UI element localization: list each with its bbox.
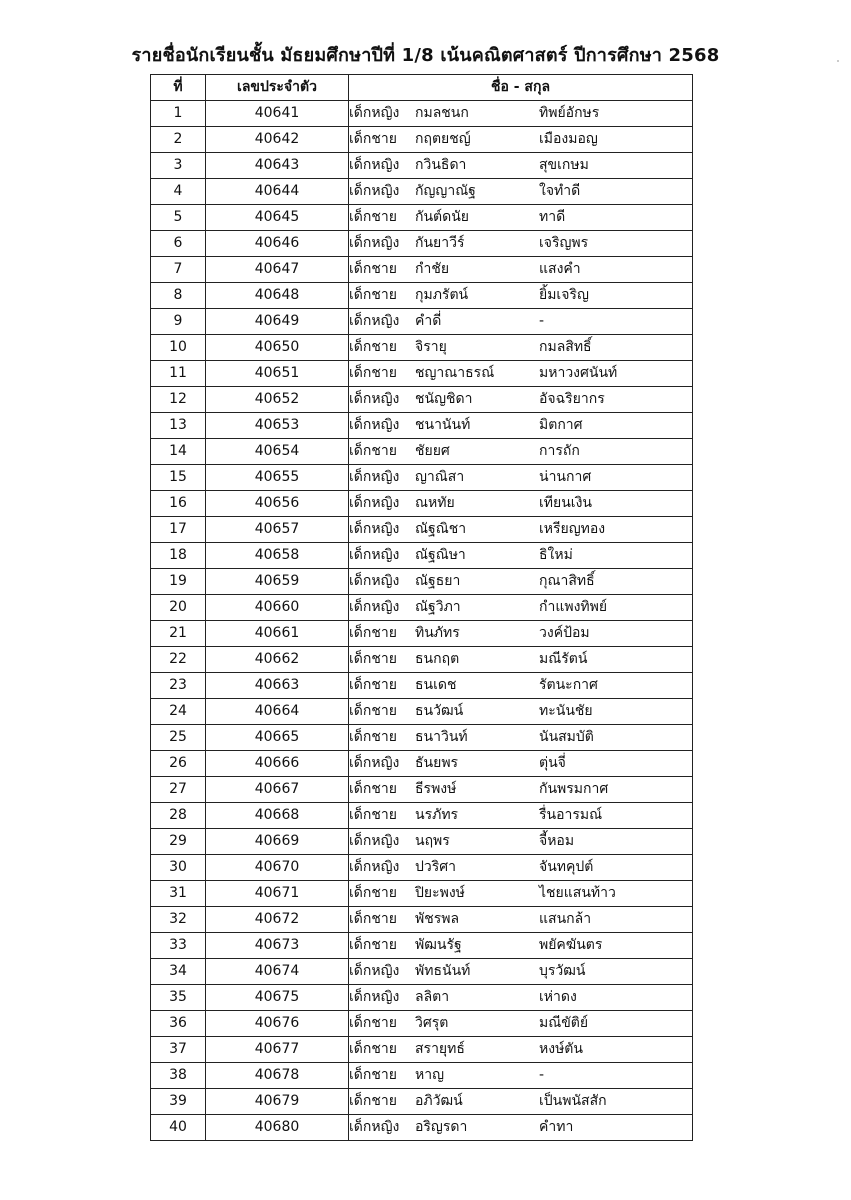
student-name	[349, 621, 693, 647]
name-prefix: เด็กหญิง	[349, 391, 400, 407]
student-id: 40680	[206, 1115, 349, 1141]
student-id: 40661	[206, 621, 349, 647]
table-row	[151, 231, 693, 257]
student-name	[349, 751, 693, 777]
table-row	[151, 725, 693, 751]
last-name: บุรวัฒน์	[539, 963, 586, 979]
table-row	[151, 933, 693, 959]
row-number: 34	[151, 959, 206, 985]
student-name	[349, 1063, 693, 1089]
row-number: 15	[151, 465, 206, 491]
student-name	[349, 543, 693, 569]
name-prefix: เด็กหญิง	[349, 495, 400, 511]
student-id: 40650	[206, 335, 349, 361]
name-prefix: เด็กชาย	[349, 365, 397, 381]
table-row	[151, 803, 693, 829]
name-prefix: เด็กชาย	[349, 807, 397, 823]
student-id: 40655	[206, 465, 349, 491]
table-row	[151, 543, 693, 569]
student-id: 40641	[206, 101, 349, 127]
first-name: กุมภรัตน์	[415, 287, 469, 303]
table-row	[151, 595, 693, 621]
table-row	[151, 439, 693, 465]
last-name: กำแพงทิพย์	[539, 599, 608, 615]
student-name	[349, 959, 693, 985]
student-name	[349, 257, 693, 283]
last-name: วงค์ป้อม	[539, 625, 590, 641]
row-number: 35	[151, 985, 206, 1011]
first-name: ณัฐวิภา	[415, 599, 461, 615]
last-name: พยัคฆันตร	[539, 937, 603, 953]
student-id: 40665	[206, 725, 349, 751]
row-number: 7	[151, 257, 206, 283]
student-name	[349, 283, 693, 309]
row-number: 16	[151, 491, 206, 517]
student-id: 40673	[206, 933, 349, 959]
name-prefix: เด็กชาย	[349, 339, 397, 355]
student-name	[349, 569, 693, 595]
last-name: รัตนะกาศ	[539, 677, 598, 693]
table-row	[151, 335, 693, 361]
name-prefix: เด็กชาย	[349, 287, 397, 303]
name-prefix: เด็กหญิง	[349, 105, 400, 121]
student-name	[349, 179, 693, 205]
last-name: ไชยแสนท้าว	[539, 885, 616, 901]
name-prefix: เด็กหญิง	[349, 183, 400, 199]
name-prefix: เด็กหญิง	[349, 755, 400, 771]
table-row	[151, 959, 693, 985]
last-name: น่านกาศ	[539, 469, 592, 485]
first-name: อภิวัฒน์	[415, 1093, 463, 1109]
name-prefix: เด็กหญิง	[349, 521, 400, 537]
table-row	[151, 283, 693, 309]
table-header-row	[151, 75, 693, 101]
student-name	[349, 1089, 693, 1115]
name-prefix: เด็กหญิง	[349, 963, 400, 979]
first-name: กมลชนก	[415, 105, 469, 121]
table-row	[151, 101, 693, 127]
first-name: ธนกฤต	[415, 651, 460, 667]
table-row	[151, 673, 693, 699]
row-number: 37	[151, 1037, 206, 1063]
name-prefix: เด็กชาย	[349, 911, 397, 927]
name-prefix: เด็กชาย	[349, 937, 397, 953]
last-name: เป็นพนัสสัก	[539, 1093, 607, 1109]
name-prefix: เด็กหญิง	[349, 599, 400, 615]
row-number: 6	[151, 231, 206, 257]
name-prefix: เด็กชาย	[349, 729, 397, 745]
row-number: 39	[151, 1089, 206, 1115]
row-number: 25	[151, 725, 206, 751]
first-name: ชนานันท์	[415, 417, 471, 433]
last-name: -	[539, 313, 545, 329]
last-name: นันสมบัติ	[539, 729, 594, 745]
student-id: 40671	[206, 881, 349, 907]
student-id: 40660	[206, 595, 349, 621]
table-row	[151, 907, 693, 933]
last-name: อัจฉริยากร	[539, 391, 605, 407]
student-name	[349, 907, 693, 933]
first-name: คำดี่	[415, 313, 442, 329]
scan-speck	[837, 60, 839, 62]
last-name: มิตกาศ	[539, 417, 583, 433]
header-no: ที่	[151, 75, 206, 101]
student-id: 40669	[206, 829, 349, 855]
last-name: กันพรมกาศ	[539, 781, 609, 797]
first-name: ณัฐณิชา	[415, 521, 467, 537]
row-number: 21	[151, 621, 206, 647]
table-row	[151, 153, 693, 179]
table-row	[151, 985, 693, 1011]
first-name: กวินธิดา	[415, 157, 467, 173]
student-id: 40644	[206, 179, 349, 205]
row-number: 36	[151, 1011, 206, 1037]
last-name: ใจทำดี	[539, 183, 581, 199]
student-name	[349, 231, 693, 257]
header-student-id: เลขประจำตัว	[206, 75, 349, 101]
table-row	[151, 829, 693, 855]
first-name: วิศรุต	[415, 1015, 449, 1031]
name-prefix: เด็กหญิง	[349, 1119, 400, 1135]
row-number: 3	[151, 153, 206, 179]
name-prefix: เด็กหญิง	[349, 157, 400, 173]
row-number: 32	[151, 907, 206, 933]
row-number: 27	[151, 777, 206, 803]
student-id: 40675	[206, 985, 349, 1011]
first-name: ชญาณาธรณ์	[415, 365, 495, 381]
name-prefix: เด็กชาย	[349, 885, 397, 901]
name-prefix: เด็กหญิง	[349, 573, 400, 589]
header-name: ชื่อ - สกุล	[349, 75, 693, 101]
student-name	[349, 309, 693, 335]
student-name	[349, 933, 693, 959]
student-name	[349, 881, 693, 907]
table-row	[151, 699, 693, 725]
table-row	[151, 1037, 693, 1063]
student-id: 40645	[206, 205, 349, 231]
first-name: อริญรดา	[415, 1119, 468, 1135]
table-row	[151, 491, 693, 517]
last-name: หงษ์ตัน	[539, 1041, 583, 1057]
first-name: ปวริศา	[415, 859, 457, 875]
student-id: 40664	[206, 699, 349, 725]
row-number: 38	[151, 1063, 206, 1089]
first-name: หาญ	[415, 1067, 445, 1083]
row-number: 28	[151, 803, 206, 829]
first-name: ชนัญชิดา	[415, 391, 473, 407]
student-name	[349, 673, 693, 699]
first-name: กันต์ดนัย	[415, 209, 470, 225]
student-id: 40674	[206, 959, 349, 985]
student-id: 40679	[206, 1089, 349, 1115]
last-name: มณีขัติย์	[539, 1015, 589, 1031]
student-id: 40668	[206, 803, 349, 829]
student-name	[349, 699, 693, 725]
first-name: กำชัย	[415, 261, 450, 277]
table-row	[151, 127, 693, 153]
name-prefix: เด็กหญิง	[349, 833, 400, 849]
first-name: ปิยะพงษ์	[415, 885, 465, 901]
row-number: 20	[151, 595, 206, 621]
last-name: เห่าดง	[539, 989, 577, 1005]
student-id: 40667	[206, 777, 349, 803]
row-number: 40	[151, 1115, 206, 1141]
last-name: สุขเกษม	[539, 157, 589, 173]
table-row	[151, 361, 693, 387]
table-row	[151, 647, 693, 673]
name-prefix: เด็กหญิง	[349, 547, 400, 563]
first-name: นฤพร	[415, 833, 450, 849]
student-id: 40643	[206, 153, 349, 179]
student-name	[349, 465, 693, 491]
last-name: จี้หอม	[539, 833, 575, 849]
table-row	[151, 1089, 693, 1115]
student-id: 40657	[206, 517, 349, 543]
student-id: 40666	[206, 751, 349, 777]
name-prefix: เด็กชาย	[349, 131, 397, 147]
name-prefix: เด็กหญิง	[349, 235, 400, 251]
student-name	[349, 595, 693, 621]
last-name: เจริญพร	[539, 235, 589, 251]
row-number: 14	[151, 439, 206, 465]
row-number: 13	[151, 413, 206, 439]
first-name: ลลิตา	[415, 989, 450, 1005]
first-name: ธนเดช	[415, 677, 457, 693]
row-number: 17	[151, 517, 206, 543]
name-prefix: เด็กหญิง	[349, 989, 400, 1005]
table-row	[151, 257, 693, 283]
table-row	[151, 517, 693, 543]
student-id: 40649	[206, 309, 349, 335]
student-id: 40663	[206, 673, 349, 699]
last-name: แสนกล้า	[539, 911, 592, 927]
last-name: ยิ้มเจริญ	[539, 287, 589, 303]
table-row	[151, 621, 693, 647]
name-prefix: เด็กชาย	[349, 261, 397, 277]
row-number: 5	[151, 205, 206, 231]
student-name	[349, 439, 693, 465]
name-prefix: เด็กชาย	[349, 1067, 397, 1083]
row-number: 8	[151, 283, 206, 309]
table-row	[151, 179, 693, 205]
row-number: 10	[151, 335, 206, 361]
student-name	[349, 491, 693, 517]
table-row	[151, 569, 693, 595]
row-number: 19	[151, 569, 206, 595]
table-row	[151, 855, 693, 881]
student-id: 40654	[206, 439, 349, 465]
last-name: การถัก	[539, 443, 580, 459]
row-number: 24	[151, 699, 206, 725]
student-name	[349, 387, 693, 413]
student-name	[349, 413, 693, 439]
last-name: จันทคุปต์	[539, 859, 594, 875]
page-title: รายชื่อนักเรียนชั้น มัธยมศึกษาปีที่ 1/8 เน้นคณิตศาสตร์ ปีการศึกษา 2568	[131, 45, 720, 66]
name-prefix: เด็กชาย	[349, 209, 397, 225]
student-id: 40648	[206, 283, 349, 309]
table-row	[151, 1115, 693, 1141]
name-prefix: เด็กชาย	[349, 677, 397, 693]
student-id: 40651	[206, 361, 349, 387]
row-number: 31	[151, 881, 206, 907]
table-row	[151, 205, 693, 231]
first-name: ธันยพร	[415, 755, 459, 771]
first-name: กันยาวีร์	[415, 235, 465, 251]
row-number: 23	[151, 673, 206, 699]
last-name: รื่นอารมณ์	[539, 807, 603, 823]
last-name: มณีรัตน์	[539, 651, 588, 667]
first-name: ธีรพงษ์	[415, 781, 457, 797]
row-number: 29	[151, 829, 206, 855]
last-name: แสงคำ	[539, 261, 581, 277]
last-name: กุณาสิทธิ์	[539, 573, 595, 589]
table-row	[151, 465, 693, 491]
student-id: 40670	[206, 855, 349, 881]
student-name	[349, 153, 693, 179]
first-name: ณัฐณิษา	[415, 547, 466, 563]
first-name: ญาณิสา	[415, 469, 465, 485]
student-name	[349, 855, 693, 881]
name-prefix: เด็กชาย	[349, 703, 397, 719]
row-number: 26	[151, 751, 206, 777]
student-id: 40647	[206, 257, 349, 283]
student-name	[349, 985, 693, 1011]
student-name	[349, 335, 693, 361]
row-number: 12	[151, 387, 206, 413]
student-id: 40659	[206, 569, 349, 595]
student-id: 40653	[206, 413, 349, 439]
first-name: นรภัทร	[415, 807, 459, 823]
student-id: 40652	[206, 387, 349, 413]
table-row	[151, 387, 693, 413]
first-name: ณหทัย	[415, 495, 455, 511]
student-name	[349, 1115, 693, 1141]
table-row	[151, 881, 693, 907]
student-id: 40676	[206, 1011, 349, 1037]
name-prefix: เด็กหญิง	[349, 469, 400, 485]
last-name: ทะนันชัย	[539, 703, 593, 719]
student-id: 40642	[206, 127, 349, 153]
name-prefix: เด็กชาย	[349, 781, 397, 797]
table-body	[151, 101, 693, 1141]
table-row	[151, 413, 693, 439]
student-name	[349, 1011, 693, 1037]
first-name: พัฒนรัฐ	[415, 937, 462, 953]
name-prefix: เด็กชาย	[349, 443, 397, 459]
row-number: 11	[151, 361, 206, 387]
student-id: 40662	[206, 647, 349, 673]
row-number: 2	[151, 127, 206, 153]
student-name	[349, 127, 693, 153]
row-number: 22	[151, 647, 206, 673]
last-name: ทิพย์อักษร	[539, 105, 600, 121]
student-name	[349, 725, 693, 751]
table-row	[151, 1011, 693, 1037]
first-name: สรายุทธ์	[415, 1041, 465, 1057]
last-name: กมลสิทธิ์	[539, 339, 592, 355]
student-name	[349, 361, 693, 387]
table-row	[151, 1063, 693, 1089]
student-roster-table	[150, 74, 693, 1141]
row-number: 1	[151, 101, 206, 127]
first-name: ชัยยศ	[415, 443, 450, 459]
student-id: 40677	[206, 1037, 349, 1063]
name-prefix: เด็กชาย	[349, 1041, 397, 1057]
first-name: ธนาวินท์	[415, 729, 468, 745]
first-name: ทินภัทร	[415, 625, 460, 641]
last-name: ทาดี	[539, 209, 566, 225]
student-name	[349, 803, 693, 829]
last-name: เทียนเงิน	[539, 495, 592, 511]
table-row	[151, 751, 693, 777]
first-name: พัทธนันท์	[415, 963, 471, 979]
name-prefix: เด็กหญิง	[349, 859, 400, 875]
first-name: กฤตยชญ์	[415, 131, 471, 147]
student-name	[349, 777, 693, 803]
name-prefix: เด็กหญิง	[349, 417, 400, 433]
student-name	[349, 101, 693, 127]
table-row	[151, 309, 693, 335]
student-name	[349, 205, 693, 231]
first-name: ธนวัฒน์	[415, 703, 464, 719]
first-name: ณัฐธยา	[415, 573, 461, 589]
first-name: จิรายุ	[415, 339, 447, 355]
student-name	[349, 647, 693, 673]
table-row	[151, 777, 693, 803]
row-number: 4	[151, 179, 206, 205]
student-name	[349, 1037, 693, 1063]
first-name: พัชรพล	[415, 911, 460, 927]
last-name: -	[539, 1067, 545, 1083]
row-number: 33	[151, 933, 206, 959]
name-prefix: เด็กชาย	[349, 651, 397, 667]
student-id: 40678	[206, 1063, 349, 1089]
name-prefix: เด็กชาย	[349, 625, 397, 641]
name-prefix: เด็กชาย	[349, 1093, 397, 1109]
row-number: 9	[151, 309, 206, 335]
last-name: คำทา	[539, 1119, 574, 1135]
student-id: 40658	[206, 543, 349, 569]
student-name	[349, 517, 693, 543]
last-name: ธิใหม่	[539, 547, 573, 563]
last-name: เหรียญทอง	[539, 521, 606, 537]
first-name: กัญญาณัฐ	[415, 183, 476, 199]
name-prefix: เด็กชาย	[349, 1015, 397, 1031]
last-name: มหาวงศนันท์	[539, 365, 618, 381]
student-id: 40656	[206, 491, 349, 517]
student-name	[349, 829, 693, 855]
name-prefix: เด็กหญิง	[349, 313, 400, 329]
last-name: เมืองมอญ	[539, 131, 598, 147]
last-name: ตุ่นจี่	[539, 755, 566, 771]
row-number: 30	[151, 855, 206, 881]
student-id: 40646	[206, 231, 349, 257]
student-id: 40672	[206, 907, 349, 933]
row-number: 18	[151, 543, 206, 569]
